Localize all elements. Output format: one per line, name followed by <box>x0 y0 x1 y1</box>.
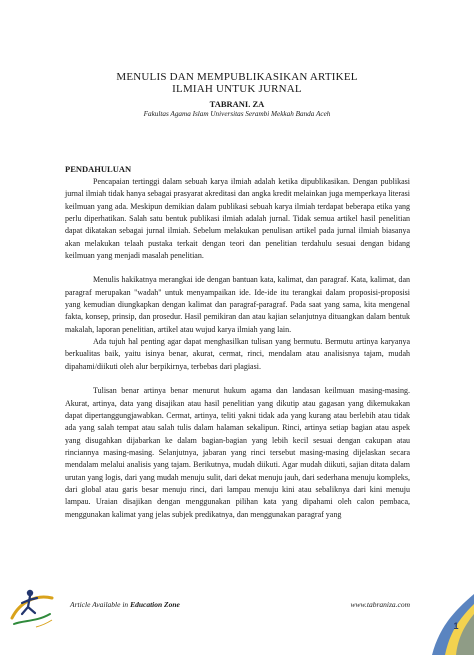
body-text <box>65 176 410 521</box>
author-name: TABRANI. ZA <box>209 99 265 109</box>
paragraph-2: Menulis hakikatnya merangkai ide dengan bantuan kata, kalimat, dan paragraf. Kata, kalimat, dan paragraf merupakan "wadah" untuk menyampaikan ide. Ide-ide itu terangkai dalam proposisi-proposisi yang kemudian diungkapkan dengan kalimat dan paragraf-paragraf. Pada saat yang sama, kita mengenal fakta, konsep, prinsip, dan prosedur. Hasil pemikiran dan atau kajian selanjutnya dituangkan dalam bentuk makalah, laporan penelitian, artikel atau wujud karya ilmiah yang lain. <box>65 275 410 334</box>
author-affiliation: Fakultas Agama Islam Universitas Serambi Mekkah Banda Aceh <box>143 110 331 118</box>
availability-prefix: Article Available in <box>70 600 129 609</box>
page-footer <box>70 600 410 612</box>
availability-note <box>70 600 180 609</box>
availability-source: Education Zone <box>130 600 180 609</box>
section-heading: PENDAHULUAN <box>65 164 132 174</box>
page-number: 1 <box>453 621 459 631</box>
paragraph-4: Tulisan benar artinya benar menurut hukum agama dan landasan keilmuan masing-masing. Akurat, artinya, data yang disajikan atau hasil penelitian yang dikutip atau gagasan yang dikemukakan dapat dipertanggungjawabkan. Cermat, artinya, teliti yakni tidak ada yang kurang atau berlebih atau tidak ada yang salah tempat atau salah tulis dalam halaman sekalipun. Rinci, artinya setiap bagian atau aspek yang disugahkan dijabarkan ke dalam bagian-bagian yang lebih kecil sesuai dengan cakupan atau rinciannya masing-masing. Selanjutnya, jabaran yang rinci tersebut masing-masing dijelaskan secara mendalam melalui analisis yang tajam. Berikutnya, mudah diikuti. Agar mudah diikuti, sajian ditata dalam urutan yang logis, dari yang mudah menuju sulit, dari dekat menuju jauh, dari sederhana menuju kompleks, dari global atau garis besar menuju rinci, dari lampau menuju kini atau sebaliknya dari kini menuju lampau. Uraian disajikan dengan menggunakan pilihan kata yang dipahami oleh calon pembaca, menggunakan kalimat yang jelas subjek predikatnya, dan menggunakan paragraf yang <box>65 386 410 519</box>
paragraph-3: Ada tujuh hal penting agar dapat menghasilkan tulisan yang bermutu. Bermutu artinya karyanya berkualitas baik, yaitu isinya benar, akurat, cermat, rinci, mendalam atau analisisnya tajam, mudah dipahami/diikuti oleh alur berpikirnya, terbebas dari plagiasi. <box>65 337 410 371</box>
education-zone-logo-icon <box>6 580 58 632</box>
article-title-line-2: ILMIAH UNTUK JURNAL <box>172 83 302 95</box>
article-title-line-1: MENULIS DAN MEMPUBLIKASIKAN ARTIKEL <box>116 71 358 83</box>
website-link[interactable]: www.tabraniza.com <box>350 600 410 609</box>
paragraph-1: Pencapaian tertinggi dalam sebuah karya ilmiah adalah ketika dipublikasikan. Dengan publikasi jurnal ilmiah tidak hanya sebagai prasyarat akreditasi dan angka kredit melainkan juga memperkaya literasi keilmuan yang ada. Meskipun demikian dalam publikasi sebuah karya ilmiah terdapat beberapa etika yang perlu diperhatikan. Salah satu bentuk publikasi ilmiah adalah jurnal. Tidak semua artikel hasil penelitian dapat dikatakan sebagai jurnal ilmiah. Sebelum melakukan penulisan artikel pada jurnal ilmiah biasanya akan melakukan telaah pustaka terkait dengan teori dan penelitian terdahulu sesuai dengan bidang keilmuan yang menjadi masalah penelitian. <box>65 177 410 261</box>
